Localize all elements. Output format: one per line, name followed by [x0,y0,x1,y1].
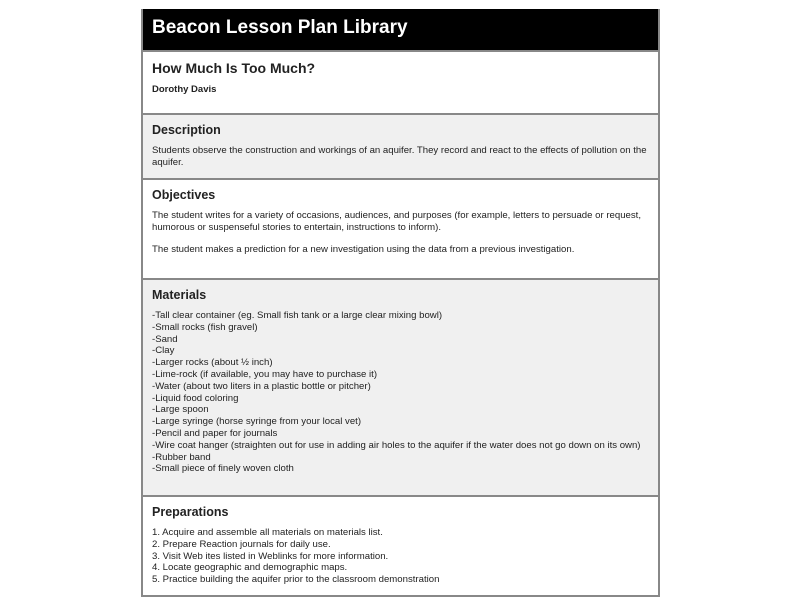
objectives-section [143,178,658,278]
lesson-plan-page [141,9,660,597]
preparation-item: 3. Visit Web ites listed in Weblinks for more information. [152,550,389,562]
material-item: -Small rocks (fish gravel) [152,321,258,333]
material-item: -Lime-rock (if available, you may have to purchase it) [152,368,378,380]
materials-list [152,310,649,475]
description-text: Students observe the construction and workings of an aquifer. They record and react to the effects of pollution on the aquifer. [152,145,647,168]
preparations-heading: Preparations [152,505,229,519]
materials-heading: Materials [152,288,207,302]
objectives-heading: Objectives [152,188,216,202]
material-item: -Sand [152,333,178,345]
description-section [143,113,658,178]
material-item: -Larger rocks (about ½ inch) [152,357,273,369]
material-item: -Tall clear container (eg. Small fish tank or a large clear mixing bowl) [152,310,443,321]
material-item: -Pencil and paper for journals [152,427,278,439]
material-item: -Rubber band [152,451,211,463]
preparation-item: 4. Locate geographic and demographic maps. [152,562,348,574]
objective-item: The student writes for a variety of occasions, audiences, and purposes (for example, letters to persuade or request, humorous or suspenseful stories to entertain, instructions to inform). [152,210,642,233]
material-item: -Large spoon [152,404,209,416]
preparations-list [152,527,649,586]
preparation-item: 5. Practice building the aquifer prior to the classroom demonstration [152,574,440,586]
material-item: -Liquid food coloring [152,392,239,404]
lesson-title: How Much Is Too Much? [152,60,316,76]
preparations-section [143,495,658,597]
description-heading: Description [152,123,221,137]
material-item: -Water (about two liters in a plastic bottle or pitcher) [152,380,371,392]
lesson-title-section [143,50,658,113]
material-item: -Large syringe (horse syringe from your local vet) [152,416,362,428]
materials-section [143,278,658,495]
material-item: -Clay [152,345,175,357]
preparation-item: 1. Acquire and assemble all materials on materials list. [152,527,383,538]
preparation-item: 2. Prepare Reaction journals for daily use. [152,538,331,550]
lesson-author: Dorothy Davis [152,84,217,95]
site-header: Beacon Lesson Plan Library [143,9,658,50]
material-item: -Small piece of finely woven cloth [152,463,294,475]
material-item: -Wire coat hanger (straighten out for use in adding air holes to the aquifer if the water does not go down on its own) [152,439,641,451]
objective-item: The student makes a prediction for a new investigation using the data from a previous investigation. [152,243,575,255]
